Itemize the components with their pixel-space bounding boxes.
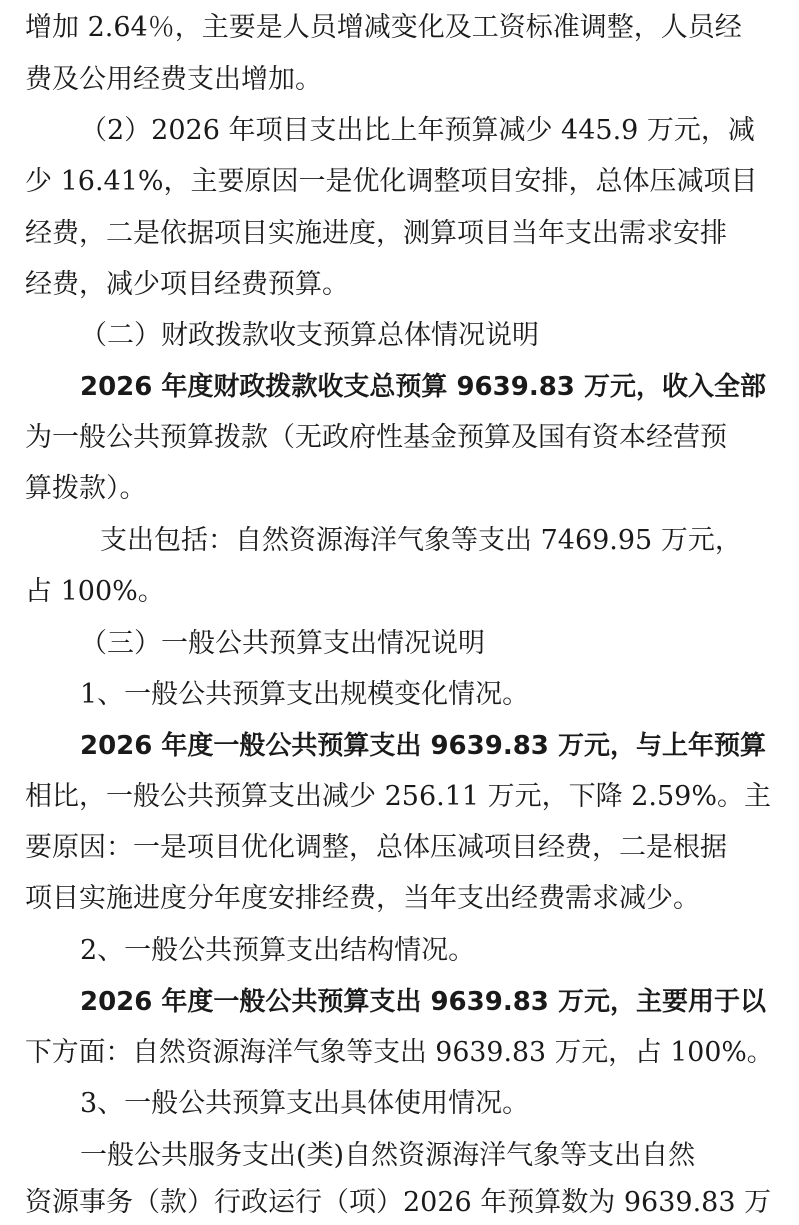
subsection-heading: 2、一般公共预算支出结构情况。 [80,935,476,966]
text-line: 占 100%。 [25,576,165,607]
section-heading: （三）一般公共预算支出情况说明 [80,628,485,659]
text-line: 2026 年度一般公共预算支出 9639.83 万元，与上年预算 [80,731,766,761]
text-line: （2）2026 年项目支出比上年预算减少 445.9 万元，减 [80,115,755,146]
text-line: 少 16.41%，主要原因一是优化调整项目安排，总体压减项目 [25,166,758,197]
text-line: 经费，二是依据项目实施进度，测算项目当年支出需求安排 [25,218,727,249]
text-line: 相比，一般公共预算支出减少 256.11 万元，下降 2.59%。主 [25,781,771,812]
text-line: 支出包括：自然资源海洋气象等支出 7469.95 万元， [100,525,742,556]
text-line: 要原因：一是项目优化调整，总体压减项目经费，二是根据 [25,832,727,863]
text-line: 项目实施进度分年度安排经费，当年支出经费需求减少。 [25,883,700,914]
text-line: 2026 年度一般公共预算支出 9639.83 万元，主要用于以 [80,987,766,1017]
text-line: 资源事务（款）行政运行（项）2026 年预算数为 9639.83 万 [25,1187,772,1218]
text-line: 2026 年度财政拨款收支总预算 9639.83 万元，收入全部 [80,372,766,402]
subsection-heading: 3、一般公共预算支出具体使用情况。 [80,1088,530,1119]
text-line: 费及公用经费支出增加。 [25,64,322,95]
text-line: 增加 2.64％，主要是人员增减变化及工资标准调整，人员经 [25,12,742,43]
text-line: 下方面：自然资源海洋气象等支出 9639.83 万元，占 100%。 [25,1037,774,1068]
section-heading: （二）财政拨款收支预算总体情况说明 [80,320,539,351]
text-line: 算拨款）。 [25,473,147,504]
text-line: 经费，减少项目经费预算。 [25,269,349,300]
text-line: 一般公共服务支出(类)自然资源海洋气象等支出自然 [80,1140,696,1171]
text-line: 为一般公共预算拨款（无政府性基金预算及国有资本经营预 [25,422,727,453]
subsection-heading: 1、一般公共预算支出规模变化情况。 [80,679,530,710]
